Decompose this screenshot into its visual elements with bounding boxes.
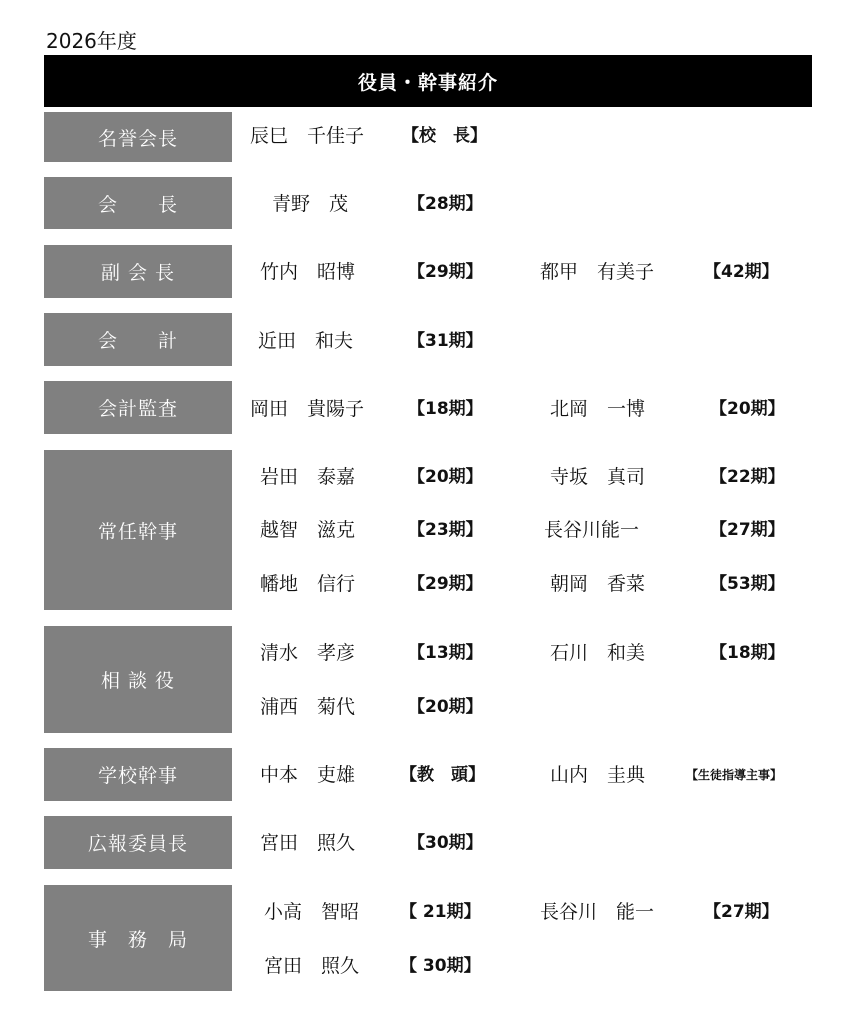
role-auditor [44,381,232,434]
role-label: 副 会 長 [100,262,176,284]
member-name: 青野 茂 [272,193,349,215]
member-term: 【30期】 [408,833,483,853]
member-name: 浦西 菊代 [260,696,356,718]
role-pr-chairman [44,816,232,869]
member-term: 【31期】 [408,331,483,351]
role-advisor [44,626,232,733]
member-term: 【18期】 [408,399,483,419]
member-term: 【29期】 [408,262,483,282]
page-title: 役員・幹事紹介 [357,71,498,94]
member-term: 【23期】 [408,520,483,540]
member-name: 寺坂 真司 [550,466,646,488]
member-name: 辰巳 千佳子 [250,125,365,147]
role-label: 名誉会長 [97,127,178,150]
role-label: 会計監査 [97,398,178,420]
member-name: 清水 孝彦 [260,642,356,664]
member-name: 北岡 一博 [550,398,646,420]
member-term: 【22期】 [710,467,785,487]
member-term: 【13期】 [408,643,483,663]
member-term: 【28期】 [408,194,483,214]
role-label: 学校幹事 [97,765,178,787]
member-name: 中本 吏雄 [260,764,356,786]
member-name: 岡田 貴陽子 [250,398,365,420]
member-term: 【校 長】 [402,126,487,146]
member-term: 【20期】 [408,697,483,717]
role-label: 常任幹事 [97,520,178,543]
role-school-secretary [44,748,232,801]
member-term: 【 30期】 [400,956,481,976]
member-term: 【生徒指導主事】 [686,768,783,782]
role-treasurer [44,313,232,366]
role-label: 事 務 局 [87,928,188,951]
member-term: 【29期】 [408,574,483,594]
role-label: 相 談 役 [100,670,176,692]
member-name: 岩田 泰嘉 [260,466,356,488]
member-name: 石川 和美 [550,642,646,664]
member-name: 山内 圭典 [550,764,646,786]
role-chairman [44,177,232,229]
role-honorary-chairman [44,112,232,162]
role-standing-secretary [44,450,232,610]
member-term: 【教 頭】 [400,765,485,785]
member-name: 宮田 照久 [264,955,360,977]
member-name: 長谷川 能一 [540,901,655,923]
role-secretariat [44,885,232,991]
member-name: 近田 和夫 [258,330,354,352]
member-term: 【42期】 [704,262,779,282]
member-name: 竹内 昭博 [260,261,356,283]
member-term: 【27期】 [704,902,779,922]
year-label: 2026年度 [46,29,137,53]
member-term: 【53期】 [710,574,785,594]
member-name: 都甲 有美子 [540,261,655,283]
member-name: 朝岡 香菜 [550,573,646,595]
member-term: 【20期】 [710,399,785,419]
role-label: 広報委員長 [87,833,188,855]
member-term: 【20期】 [408,467,483,487]
member-term: 【 21期】 [400,902,481,922]
page-title-bar [44,55,812,107]
role-label: 会 長 [97,193,178,216]
role-vice-chairman [44,245,232,298]
member-name: 小高 智昭 [264,901,360,923]
member-name: 幡地 信行 [260,573,356,595]
member-name: 長谷川能一 [544,519,640,541]
member-term: 【27期】 [710,520,785,540]
member-term: 【18期】 [710,643,785,663]
role-label: 会 計 [97,330,178,352]
member-name: 宮田 照久 [260,832,356,854]
member-name: 越智 滋克 [260,519,356,541]
